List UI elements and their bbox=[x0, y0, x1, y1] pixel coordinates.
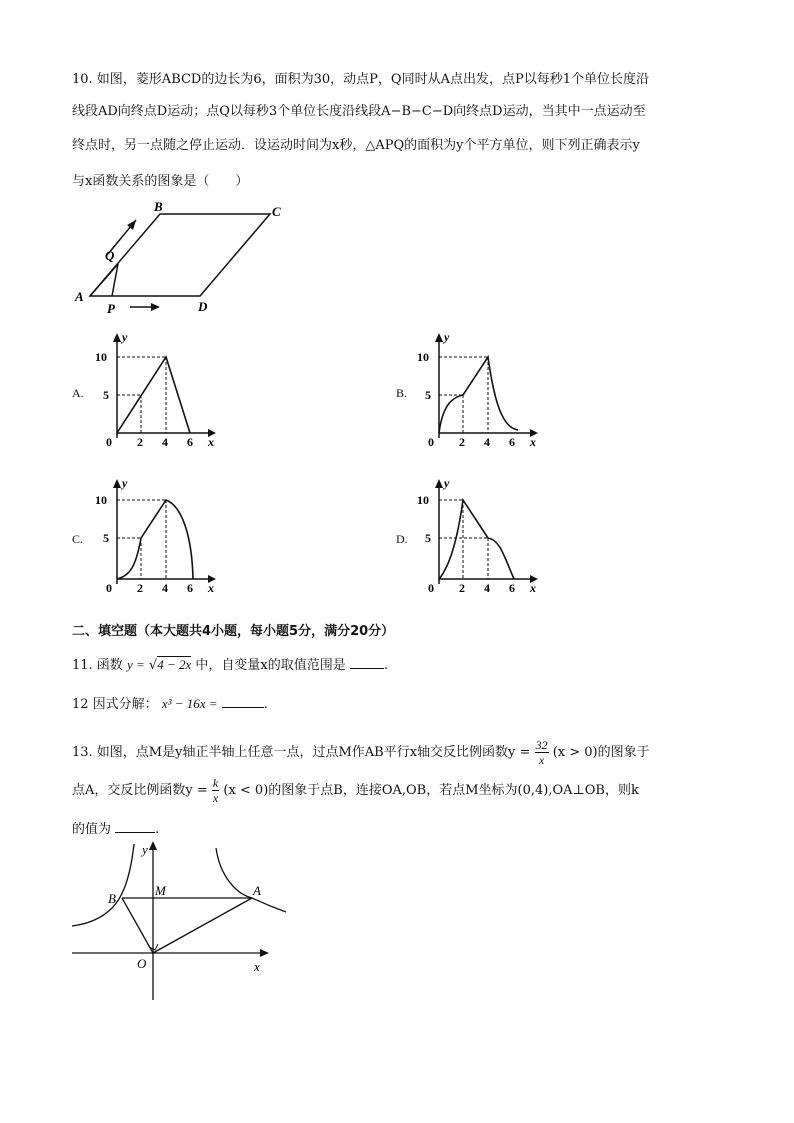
hyperbola-figure bbox=[70, 840, 290, 1005]
graph-a[interactable] bbox=[92, 330, 222, 455]
graph-c-x-axis: x bbox=[208, 581, 214, 595]
graph-b-ytick-5: 5 bbox=[425, 388, 431, 402]
fig13-point-A: A bbox=[253, 883, 261, 898]
graph-a-x-axis: x bbox=[208, 435, 214, 449]
q10-line-4: 与x函数关系的图象是（ ） bbox=[72, 174, 249, 189]
graph-b[interactable] bbox=[414, 330, 544, 455]
graph-c-y-axis: y bbox=[122, 476, 128, 490]
fig13-point-O: O bbox=[137, 956, 147, 971]
q13-fraction-2: $\frac{k}{x}$ bbox=[212, 776, 219, 805]
q10-line-2: 线段AD向终点D运动；点Q以每秒3个单位长度沿线段A−B−C−D向终点D运动，当其中一点运动至 bbox=[72, 104, 646, 119]
vertex-B: B bbox=[154, 199, 163, 214]
q10-line-3: 终点时，另一点随之停止运动．设运动时间为x秒，△APQ的面积为y个平方单位，则下列正确表示y bbox=[72, 138, 640, 153]
q11-formula-lhs: y = bbox=[126, 657, 145, 672]
graph-c-ytick-10: 10 bbox=[95, 493, 107, 507]
q12 bbox=[72, 693, 268, 712]
graph-d-x-axis: x bbox=[530, 581, 536, 595]
graph-d-ytick-10: 10 bbox=[417, 493, 429, 507]
graph-a-xtick-4: 4 bbox=[162, 435, 168, 449]
graph-a-xtick-2: 2 bbox=[137, 435, 143, 449]
q11-prefix: 11. 函数 bbox=[72, 658, 123, 673]
graph-b-ytick-10: 10 bbox=[417, 350, 429, 364]
vertex-D: D bbox=[198, 299, 208, 314]
q11 bbox=[72, 654, 388, 673]
q12-prefix: 12 因式分解： bbox=[72, 697, 158, 712]
sqrt-sign: √ bbox=[148, 658, 158, 673]
graph-d-y-axis: y bbox=[444, 476, 450, 490]
graph-c-xtick-0: 0 bbox=[106, 581, 112, 595]
fig13-point-M: M bbox=[155, 883, 166, 898]
graph-b-xtick-0: 0 bbox=[428, 435, 434, 449]
graph-a-xtick-6: 6 bbox=[187, 435, 193, 449]
graph-b-x-axis: x bbox=[530, 435, 536, 449]
point-P: P bbox=[107, 301, 115, 316]
q13-line-3 bbox=[72, 818, 159, 837]
graph-a-xtick-0: 0 bbox=[106, 435, 112, 449]
graph-a-ytick-10: 10 bbox=[95, 350, 107, 364]
option-b-label[interactable]: B. bbox=[396, 386, 408, 400]
q13-part1: 13. 如图，点M是y轴正半轴上任意一点，过点M作AB平行x轴交反比例函数y = bbox=[72, 745, 531, 760]
graph-d-xtick-2: 2 bbox=[459, 581, 465, 595]
point-Q: Q bbox=[105, 248, 115, 263]
rhombus-figure bbox=[70, 196, 300, 316]
q13-part2b: (x < 0)的图象于点B，连接OA,OB，若点M坐标为(0,4),OA⊥OB，则k bbox=[223, 783, 639, 798]
section-title: 二、填空题（本大题共4小题，每小题5分，满分20分） bbox=[72, 624, 395, 639]
graph-b-xtick-4: 4 bbox=[484, 435, 490, 449]
q11-answer-blank[interactable] bbox=[350, 654, 384, 669]
q13-part3: 的值为 bbox=[72, 822, 112, 837]
graph-c[interactable] bbox=[92, 476, 222, 601]
graph-b-xtick-2: 2 bbox=[459, 435, 465, 449]
graph-c-xtick-6: 6 bbox=[187, 581, 193, 595]
q13-answer-blank[interactable] bbox=[115, 818, 155, 833]
q12-formula: x³ − 16x = bbox=[161, 696, 218, 711]
q12-end: . bbox=[263, 697, 268, 712]
q13-fraction-1: $\frac{32}{x}$ bbox=[535, 738, 548, 767]
option-d-label[interactable]: D. bbox=[396, 532, 408, 546]
graph-d[interactable] bbox=[414, 476, 544, 601]
option-c-label[interactable]: C. bbox=[72, 532, 84, 546]
fig13-x-label: x bbox=[254, 959, 260, 974]
graph-d-xtick-4: 4 bbox=[484, 581, 490, 595]
fig13-point-B: B bbox=[108, 891, 116, 906]
vertex-C: C bbox=[272, 204, 281, 219]
graph-d-ytick-5: 5 bbox=[425, 531, 431, 545]
q10-line-1: 10. 如图，菱形ABCD的边长为6，面积为30，动点P，Q同时从A点出发，点P以每秒1个单位长度沿 bbox=[72, 72, 649, 87]
q12-answer-blank[interactable] bbox=[222, 693, 264, 708]
graph-a-ytick-5: 5 bbox=[103, 388, 109, 402]
q13-line-1 bbox=[72, 738, 650, 767]
q11-end: . bbox=[383, 658, 388, 673]
graph-c-xtick-4: 4 bbox=[162, 581, 168, 595]
q13-part2a: 点A，交反比例函数y = bbox=[72, 783, 208, 798]
graph-a-y-axis: y bbox=[122, 330, 128, 344]
graph-b-y-axis: y bbox=[444, 330, 450, 344]
option-a-label[interactable]: A. bbox=[72, 386, 84, 400]
q13-part1b: (x > 0)的图象于 bbox=[552, 745, 650, 760]
vertex-A: A bbox=[75, 289, 84, 304]
graph-b-xtick-6: 6 bbox=[509, 435, 515, 449]
graph-d-xtick-6: 6 bbox=[509, 581, 515, 595]
q11-suffix: 中，自变量x的取值范围是 bbox=[195, 658, 346, 673]
q11-radicand: 4 − 2x bbox=[157, 657, 192, 672]
q13-line-2 bbox=[72, 776, 639, 805]
q13-end: . bbox=[155, 822, 160, 837]
graph-c-xtick-2: 2 bbox=[137, 581, 143, 595]
fig13-y-label: y bbox=[142, 842, 148, 857]
graph-c-ytick-5: 5 bbox=[103, 531, 109, 545]
graph-d-xtick-0: 0 bbox=[428, 581, 434, 595]
